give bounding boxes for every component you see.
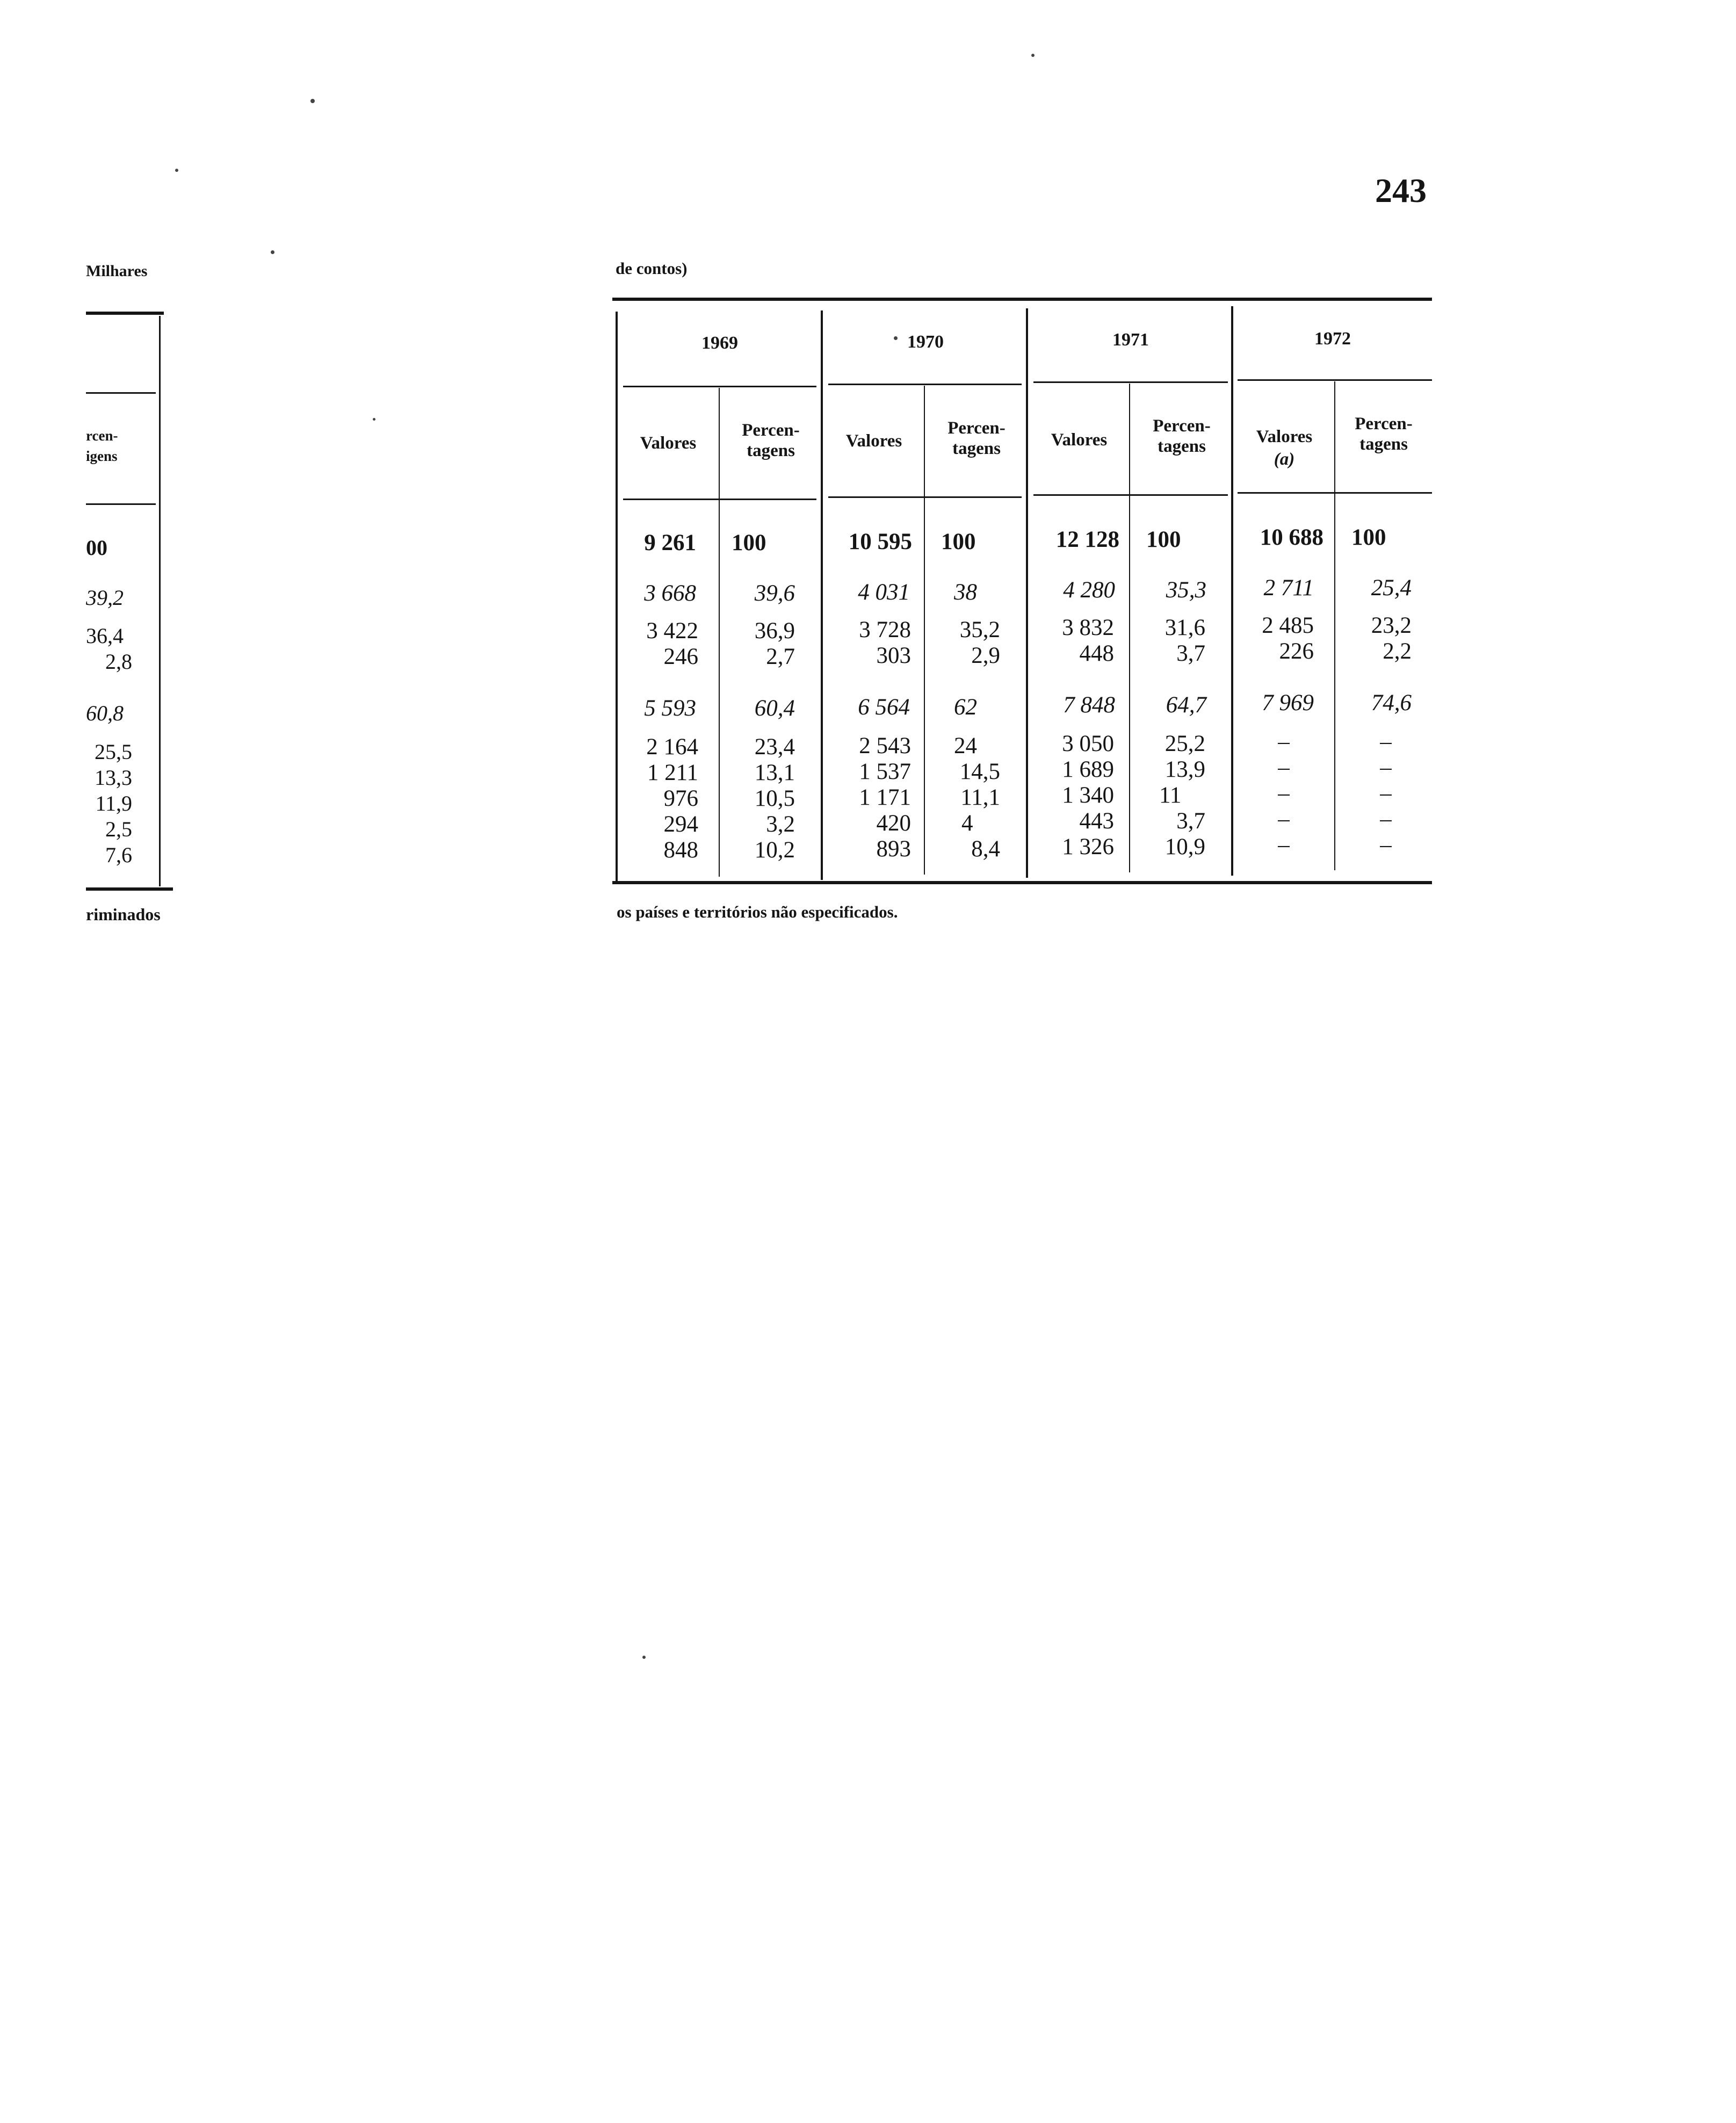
column-divider <box>1129 384 1130 872</box>
year-rule <box>1238 379 1432 381</box>
table-cell: 13,1 <box>754 760 795 785</box>
table-cell: 1 211 <box>647 760 698 785</box>
left-value: 36,4 <box>86 624 124 648</box>
table-cell: – <box>1278 729 1290 754</box>
table-cell: 62 <box>954 695 977 720</box>
table-cell: 7 848 <box>1063 692 1115 718</box>
values-header: Valores <box>1051 430 1108 450</box>
table-cell: 246 <box>663 644 698 669</box>
table-cell: 23,4 <box>754 734 795 760</box>
table-cell: 25,2 <box>1164 731 1205 756</box>
table-cell: 2,2 <box>1383 639 1412 664</box>
table-footnote: os países e territórios não especificados. <box>617 902 898 921</box>
table-cell: 8,4 <box>971 836 1000 862</box>
left-value: 2,5 <box>105 817 132 841</box>
table-top-rule <box>612 298 1432 301</box>
left-value: 39,2 <box>86 586 124 610</box>
table-cell: – <box>1278 832 1290 857</box>
table-cell: – <box>1380 806 1392 832</box>
table-cell: 294 <box>663 812 698 837</box>
table-cell: 10,9 <box>1164 834 1205 860</box>
table-cell: 2,7 <box>766 644 795 669</box>
left-bottom-rule <box>86 887 173 891</box>
left-value: 25,5 <box>95 740 132 764</box>
scan-speck <box>310 99 315 103</box>
table-cell: 5 593 <box>644 696 696 721</box>
column-divider <box>821 310 823 880</box>
year-header: 1969 <box>701 333 738 353</box>
table-cell: 3,2 <box>766 812 795 837</box>
table-cell: 6 564 <box>858 695 910 720</box>
scan-speck <box>894 336 898 340</box>
year-rule <box>1033 381 1228 383</box>
table-cell: 100 <box>1146 527 1181 552</box>
year-header: 1971 <box>1112 330 1149 350</box>
table-cell: 10 595 <box>848 529 912 554</box>
table-cell: 1 340 <box>1062 783 1114 808</box>
year-header: 1970 <box>907 332 944 352</box>
table-cell: 36,9 <box>754 618 795 644</box>
table-cell: 9 261 <box>644 530 696 555</box>
scan-speck <box>175 169 178 172</box>
percent-header: Percen- tagens <box>947 418 1006 458</box>
table-cell: 60,4 <box>754 696 795 721</box>
table-cell: 12 128 <box>1055 527 1119 552</box>
table-cell: 3 422 <box>646 618 698 644</box>
table-cell: – <box>1278 755 1290 780</box>
table-cell: 303 <box>876 643 911 668</box>
table-cell: 4 031 <box>858 580 910 605</box>
table-cell: 976 <box>663 786 698 811</box>
subheader-rule <box>1033 494 1228 496</box>
left-rule-1 <box>86 392 156 394</box>
unit-header-left: Milhares <box>86 262 148 280</box>
table-cell: 35,2 <box>959 617 1000 642</box>
values-a-header: Valores (a) <box>1256 427 1313 469</box>
left-value: 60,8 <box>86 701 124 725</box>
table-cell: 39,6 <box>754 581 795 606</box>
table-cell: 2 164 <box>646 734 698 760</box>
table-cell: 1 171 <box>859 785 911 810</box>
table-cell: – <box>1380 755 1392 780</box>
year-rule <box>828 384 1022 385</box>
left-footnote: riminados <box>86 905 161 924</box>
subheader-rule <box>828 496 1022 498</box>
left-column-divider <box>159 316 161 886</box>
table-cell: 4 280 <box>1063 577 1115 603</box>
table-cell: 100 <box>941 529 976 554</box>
scan-speck <box>642 1656 646 1659</box>
table-cell: 448 <box>1079 641 1114 666</box>
left-value: 13,3 <box>95 766 132 790</box>
table-cell: 2 543 <box>859 733 911 759</box>
percent-header: Percen- tagens <box>742 421 800 460</box>
table-cell: 23,2 <box>1371 613 1412 638</box>
table-cell: 31,6 <box>1164 615 1205 640</box>
table-cell: 3,7 <box>1176 641 1205 666</box>
left-value: 11,9 <box>95 791 132 815</box>
table-cell: 3 050 <box>1062 731 1114 756</box>
table-bottom-rule <box>612 881 1432 884</box>
table-cell: 893 <box>876 836 911 862</box>
table-cell: 3 668 <box>644 581 696 606</box>
table-cell: 13,9 <box>1164 757 1205 782</box>
table-cell: 10,5 <box>754 786 795 811</box>
table-cell: 420 <box>876 811 911 836</box>
table-cell: 10,2 <box>754 837 795 863</box>
scan-speck <box>1031 54 1035 57</box>
table-cell: 443 <box>1079 808 1114 834</box>
table-cell: 1 326 <box>1062 834 1114 860</box>
table-cell: 2 485 <box>1262 613 1314 638</box>
left-rule-2 <box>86 503 156 505</box>
table-cell: 1 537 <box>859 759 911 784</box>
left-value: 00 <box>86 536 107 560</box>
percent-header: Percen- tagens <box>1355 414 1413 454</box>
table-cell: 2 711 <box>1263 575 1314 601</box>
table-cell: – <box>1380 729 1392 754</box>
table-cell: 35,3 <box>1166 577 1206 603</box>
values-header: Valores <box>640 434 697 453</box>
column-divider <box>719 388 720 877</box>
table-cell: – <box>1380 832 1392 857</box>
table-cell: – <box>1380 781 1392 806</box>
table-cell: 11,1 <box>960 785 1000 810</box>
table-cell: 64,7 <box>1166 692 1206 718</box>
unit-header: de contos) <box>616 259 688 278</box>
year-header: 1972 <box>1314 329 1351 349</box>
table-cell: 848 <box>663 837 698 863</box>
table-cell: 24 <box>954 733 977 759</box>
left-top-rule <box>86 312 164 315</box>
column-divider <box>1231 306 1233 876</box>
year-rule <box>623 386 816 387</box>
table-cell: 3,7 <box>1176 808 1205 834</box>
table-cell: 1 689 <box>1062 757 1114 782</box>
table-cell: 74,6 <box>1371 690 1412 716</box>
table-cell: 3 728 <box>859 617 911 642</box>
table-cell: – <box>1278 781 1290 806</box>
scan-speck <box>271 250 274 254</box>
table-cell: – <box>1278 806 1290 832</box>
column-divider <box>616 312 618 881</box>
column-divider <box>1026 308 1028 878</box>
left-col-header: rcen- igens <box>86 428 118 464</box>
table-cell: 38 <box>954 580 977 605</box>
left-value: 2,8 <box>105 649 132 674</box>
percent-header: Percen- tagens <box>1153 416 1211 456</box>
table-cell: 11 <box>1159 783 1182 808</box>
table-cell: 10 688 <box>1260 525 1323 550</box>
column-divider <box>924 386 925 875</box>
page-number: 243 <box>1375 171 1427 210</box>
table-cell: 4 <box>961 811 973 836</box>
table-cell: 3 832 <box>1062 615 1114 640</box>
table-cell: 7 969 <box>1262 690 1314 716</box>
subheader-rule <box>623 499 816 500</box>
column-divider <box>1334 381 1335 870</box>
table-cell: 14,5 <box>959 759 1000 784</box>
left-value: 7,6 <box>105 843 132 867</box>
table-cell: 226 <box>1279 639 1314 664</box>
table-cell: 100 <box>1351 525 1386 550</box>
scan-speck <box>373 418 375 421</box>
table-cell: 100 <box>732 530 766 555</box>
values-header: Valores <box>845 431 902 451</box>
table-cell: 25,4 <box>1371 575 1412 601</box>
table-cell: 2,9 <box>971 643 1000 668</box>
